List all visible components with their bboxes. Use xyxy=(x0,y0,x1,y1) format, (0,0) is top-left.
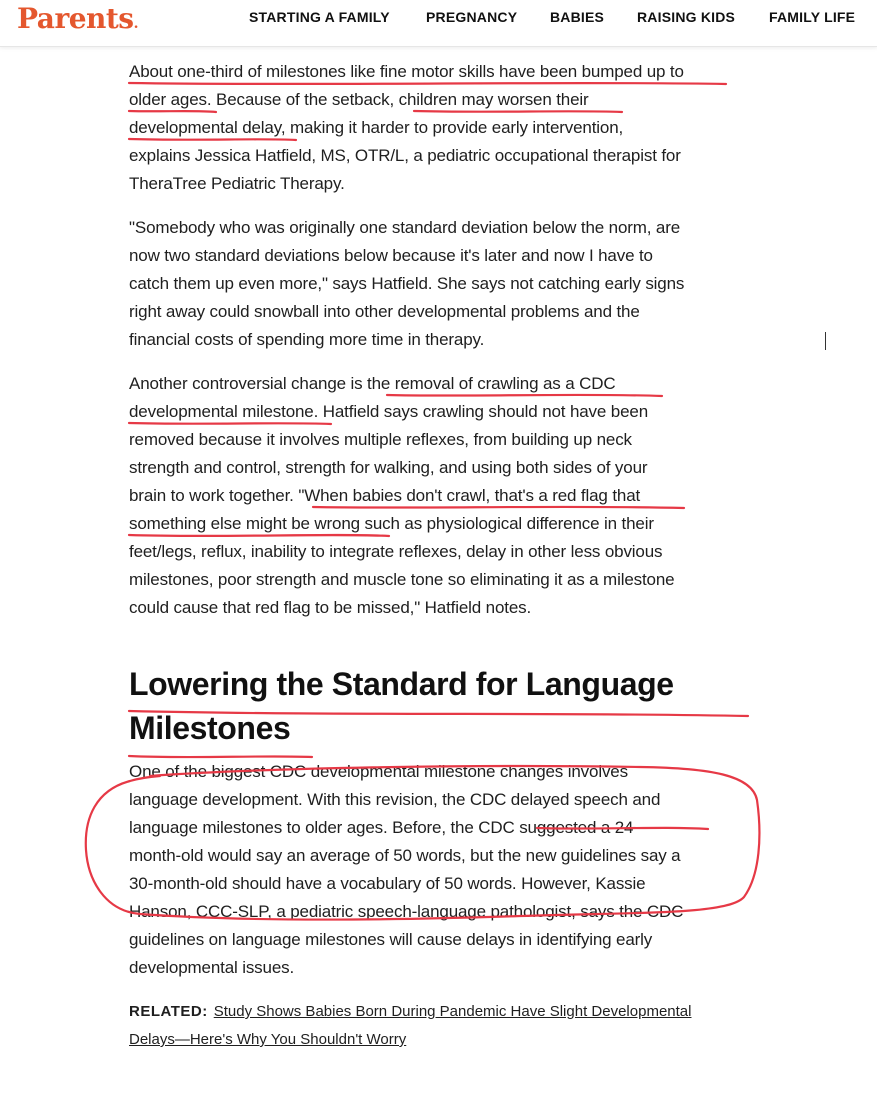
text-line: developmental issues. xyxy=(129,958,295,977)
text-line: milestones, poor strength and muscle tone so eliminating it as a milestone xyxy=(129,570,675,589)
nav-babies[interactable]: BABIES xyxy=(550,9,605,25)
text-line: Another controversial change is the removal of crawling as a CDC xyxy=(129,374,616,393)
section-heading xyxy=(129,662,729,750)
paragraph-hatfield-quote xyxy=(129,214,729,354)
text-line: right away could snowball into other developmental problems and the xyxy=(129,302,640,321)
nav-pregnancy[interactable]: PREGNANCY xyxy=(426,9,518,25)
text-line: older ages. Because of the setback, children may worsen their xyxy=(129,90,589,109)
text-line: TheraTree Pediatric Therapy. xyxy=(129,174,345,193)
text-line: language development. With this revision, the CDC delayed speech and xyxy=(129,790,661,809)
text-line: financial costs of spending more time in therapy. xyxy=(129,330,485,349)
text-line: strength and control, strength for walking, and using both sides of your xyxy=(129,458,648,477)
text-line: About one-third of milestones like fine motor skills have been bumped up to xyxy=(129,62,684,81)
heading-line: Lowering the Standard for Language xyxy=(129,666,674,702)
related-link[interactable]: Study Shows Babies Born During Pandemic Have Slight Developmental xyxy=(213,1003,692,1020)
heading-line: Milestones xyxy=(129,710,291,746)
text-line: One of the biggest CDC developmental milestone changes involves xyxy=(129,762,628,781)
paragraph-language-milestones xyxy=(129,758,729,982)
nav-starting-a-family[interactable]: STARTING A FAMILY xyxy=(249,9,390,25)
text-line: Hanson, CCC-SLP, a pediatric speech-language pathologist, says the CDC xyxy=(129,902,684,921)
text-line: developmental milestone. Hatfield says crawling should not have been xyxy=(129,402,649,421)
text-line: language milestones to older ages. Before, the CDC suggested a 24- xyxy=(129,818,639,837)
text-line: month-old would say an average of 50 words, but the new guidelines say a xyxy=(129,846,681,865)
article-body xyxy=(129,58,729,1054)
text-cursor xyxy=(825,332,826,350)
paragraph-crawling-removal xyxy=(129,370,729,622)
text-line: feet/legs, reflux, inability to integrate reflexes, delay in other less obvious xyxy=(129,542,663,561)
nav-raising-kids[interactable]: RAISING KIDS xyxy=(637,9,736,25)
paragraph-milestones-bumped xyxy=(129,58,729,198)
parents-logo[interactable]: Parents. xyxy=(17,2,138,35)
text-line: developmental delay, making it harder to provide early intervention, xyxy=(129,118,624,137)
site-header xyxy=(0,0,877,47)
text-line: guidelines on language milestones will cause delays in identifying early xyxy=(129,930,653,949)
text-line: catch them up even more," says Hatfield. She says not catching early signs xyxy=(129,274,685,293)
text-line: removed because it involves multiple reflexes, from building up neck xyxy=(129,430,632,449)
text-line: something else might be wrong such as physiological difference in their xyxy=(129,514,654,533)
related-block xyxy=(129,998,729,1054)
text-line: could cause that red flag to be missed," Hatfield notes. xyxy=(129,598,532,617)
text-line: brain to work together. "When babies don't crawl, that's a red flag that xyxy=(129,486,641,505)
text-line: explains Jessica Hatfield, MS, OTR/L, a pediatric occupational therapist for xyxy=(129,146,681,165)
text-line: now two standard deviations below because it's later and now I have to xyxy=(129,246,653,265)
related-label: RELATED: xyxy=(129,1003,208,1020)
main-nav xyxy=(0,9,877,27)
nav-family-life[interactable]: FAMILY LIFE xyxy=(769,9,856,25)
text-line: 30-month-old should have a vocabulary of 50 words. However, Kassie xyxy=(129,874,646,893)
related-link-continued[interactable]: Delays—Here's Why You Shouldn't Worry xyxy=(129,1031,407,1048)
text-line: "Somebody who was originally one standard deviation below the norm, are xyxy=(129,218,681,237)
